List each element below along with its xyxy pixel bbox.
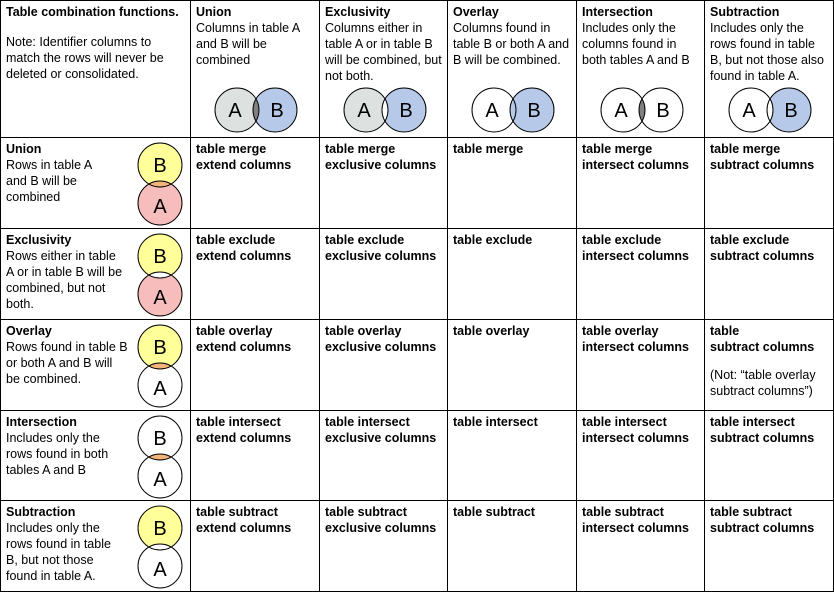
cell-subtraction-subtraction bbox=[705, 501, 834, 592]
cell-exclusivity-exclusivity bbox=[320, 229, 448, 320]
cell-union-subtraction bbox=[705, 138, 834, 229]
cell-exclusivity-union bbox=[191, 229, 320, 320]
col-desc: Columns found in table B or both A and B will be combined. bbox=[453, 21, 570, 67]
cell-intersection-intersection bbox=[577, 411, 705, 501]
venn-label-a: A bbox=[228, 100, 242, 122]
venn-label-a: A bbox=[742, 100, 756, 122]
cell-overlay-intersection bbox=[577, 320, 705, 411]
function-option: intersect columns bbox=[582, 158, 689, 172]
cell-subtraction-union bbox=[191, 501, 320, 592]
corner-cell bbox=[0, 0, 191, 138]
identifier-note: Note: Identifier columns to match the rows will never be deleted or consolidated. bbox=[6, 35, 164, 81]
function-name: table exclude bbox=[325, 233, 405, 247]
venn-label-b: B bbox=[153, 337, 167, 359]
venn-label-a: A bbox=[153, 469, 167, 491]
function-option: extend columns bbox=[196, 249, 292, 263]
col-title: Exclusivity bbox=[325, 5, 391, 19]
venn-label-b: B bbox=[527, 100, 541, 122]
function-option: intersect columns bbox=[582, 431, 689, 445]
function-option: extend columns bbox=[196, 521, 292, 535]
function-name: table merge bbox=[582, 142, 653, 156]
venn-subtraction-columns bbox=[727, 85, 813, 135]
col-desc: Columns either in table A or in table B will be combined, but not both. bbox=[325, 21, 442, 83]
venn-label-b: B bbox=[153, 518, 167, 540]
col-title: Subtraction bbox=[710, 5, 780, 19]
venn-intersection-rows bbox=[135, 414, 185, 500]
function-name: table intersect bbox=[710, 415, 795, 429]
col-title: Overlay bbox=[453, 5, 499, 19]
function-option: extend columns bbox=[196, 431, 292, 445]
col-desc: Includes only the columns found in both tables A and B bbox=[582, 21, 690, 67]
function-name: table exclude bbox=[582, 233, 662, 247]
cell-exclusivity-overlay bbox=[448, 229, 577, 320]
function-name: table subtract bbox=[196, 505, 278, 519]
cell-union-exclusivity bbox=[320, 138, 448, 229]
function-option: subtract columns bbox=[710, 521, 815, 535]
venn-label-a: A bbox=[153, 559, 167, 581]
function-option: exclusive columns bbox=[325, 249, 437, 263]
venn-label-a: A bbox=[614, 100, 628, 122]
function-option: exclusive columns bbox=[325, 340, 437, 354]
function-name: table subtract bbox=[453, 505, 535, 519]
venn-label-b: B bbox=[153, 246, 167, 268]
cell-intersection-subtraction bbox=[705, 411, 834, 501]
col-title: Intersection bbox=[582, 5, 653, 19]
venn-subtraction-rows bbox=[135, 504, 185, 590]
function-option: intersect columns bbox=[582, 521, 689, 535]
cell-exclusivity-intersection bbox=[577, 229, 705, 320]
function-option: intersect columns bbox=[582, 249, 689, 263]
cell-subtraction-intersection bbox=[577, 501, 705, 592]
function-note: (Not: “table overlay subtract columns”) bbox=[710, 368, 816, 398]
function-name: table intersect bbox=[453, 415, 538, 429]
function-name: table exclude bbox=[710, 233, 790, 247]
function-name: table overlay bbox=[196, 324, 273, 338]
table-title: Table combination functions. bbox=[6, 5, 179, 19]
venn-label-b: B bbox=[399, 100, 413, 122]
venn-label-b: B bbox=[270, 100, 284, 122]
function-option: subtract columns bbox=[710, 249, 815, 263]
row-title: Intersection bbox=[6, 415, 77, 429]
venn-label-b: B bbox=[153, 428, 167, 450]
function-name: table intersect bbox=[325, 415, 410, 429]
row-title: Subtraction bbox=[6, 505, 76, 519]
function-option: exclusive columns bbox=[325, 521, 437, 535]
venn-overlay-rows bbox=[135, 323, 185, 409]
venn-label-a: A bbox=[485, 100, 499, 122]
venn-union-columns bbox=[213, 85, 299, 135]
cell-exclusivity-subtraction bbox=[705, 229, 834, 320]
cell-union-union bbox=[191, 138, 320, 229]
cell-subtraction-overlay bbox=[448, 501, 577, 592]
col-title: Union bbox=[196, 5, 232, 19]
function-name: table merge bbox=[196, 142, 267, 156]
function-option: exclusive columns bbox=[325, 431, 437, 445]
function-option: subtract columns bbox=[710, 158, 815, 172]
function-option: extend columns bbox=[196, 340, 292, 354]
cell-union-overlay bbox=[448, 138, 577, 229]
function-name: table subtract bbox=[325, 505, 407, 519]
row-desc: Rows either in table A or in table B will be combined, but not both. bbox=[6, 249, 123, 311]
function-name: table merge bbox=[325, 142, 396, 156]
venn-label-b: B bbox=[784, 100, 798, 122]
cell-overlay-subtraction bbox=[705, 320, 834, 411]
venn-union-rows bbox=[135, 141, 185, 227]
venn-label-a: A bbox=[153, 378, 167, 400]
function-name: table subtract bbox=[582, 505, 664, 519]
function-name: table merge bbox=[710, 142, 781, 156]
cell-intersection-union bbox=[191, 411, 320, 501]
venn-exclusivity-rows bbox=[135, 232, 185, 318]
venn-label-a: A bbox=[153, 196, 167, 218]
function-option: subtract columns bbox=[710, 431, 815, 445]
function-name: table overlay bbox=[582, 324, 659, 338]
function-option: extend columns bbox=[196, 158, 292, 172]
function-name: table merge bbox=[453, 142, 524, 156]
cell-intersection-overlay bbox=[448, 411, 577, 501]
venn-intersection-columns bbox=[599, 85, 685, 135]
row-title: Exclusivity bbox=[6, 233, 72, 247]
row-desc: Includes only the rows found in table B, but not those found in table A. bbox=[6, 521, 111, 583]
venn-exclusivity-columns bbox=[342, 85, 428, 135]
cell-overlay-union bbox=[191, 320, 320, 411]
function-option: intersect columns bbox=[582, 340, 689, 354]
function-option: subtract columns bbox=[710, 340, 815, 354]
function-option: exclusive columns bbox=[325, 158, 437, 172]
venn-label-a: A bbox=[153, 287, 167, 309]
function-name: table subtract bbox=[710, 505, 792, 519]
function-name: table overlay bbox=[325, 324, 402, 338]
cell-overlay-overlay bbox=[448, 320, 577, 411]
venn-label-b: B bbox=[153, 155, 167, 177]
venn-label-a: A bbox=[357, 100, 371, 122]
cell-overlay-exclusivity bbox=[320, 320, 448, 411]
col-desc: Columns in table A and B will be combined bbox=[196, 21, 300, 67]
function-name: table exclude bbox=[196, 233, 276, 247]
cell-subtraction-exclusivity bbox=[320, 501, 448, 592]
function-name: table exclude bbox=[453, 233, 533, 247]
cell-union-intersection bbox=[577, 138, 705, 229]
row-desc: Rows found in table B or both A and B will be combined. bbox=[6, 340, 128, 386]
row-desc: Includes only the rows found in both tables A and B bbox=[6, 431, 109, 477]
row-desc: Rows in table A and B will be combined bbox=[6, 158, 92, 204]
venn-overlay-columns bbox=[470, 85, 556, 135]
function-name: table overlay bbox=[453, 324, 530, 338]
function-name: table intersect bbox=[196, 415, 281, 429]
cell-intersection-exclusivity bbox=[320, 411, 448, 501]
venn-label-b: B bbox=[656, 100, 670, 122]
row-title: Union bbox=[6, 142, 42, 156]
row-title: Overlay bbox=[6, 324, 52, 338]
function-name: table bbox=[710, 324, 740, 338]
function-name: table intersect bbox=[582, 415, 667, 429]
col-desc: Includes only the rows found in table B, but not those also found in table A. bbox=[710, 21, 824, 83]
